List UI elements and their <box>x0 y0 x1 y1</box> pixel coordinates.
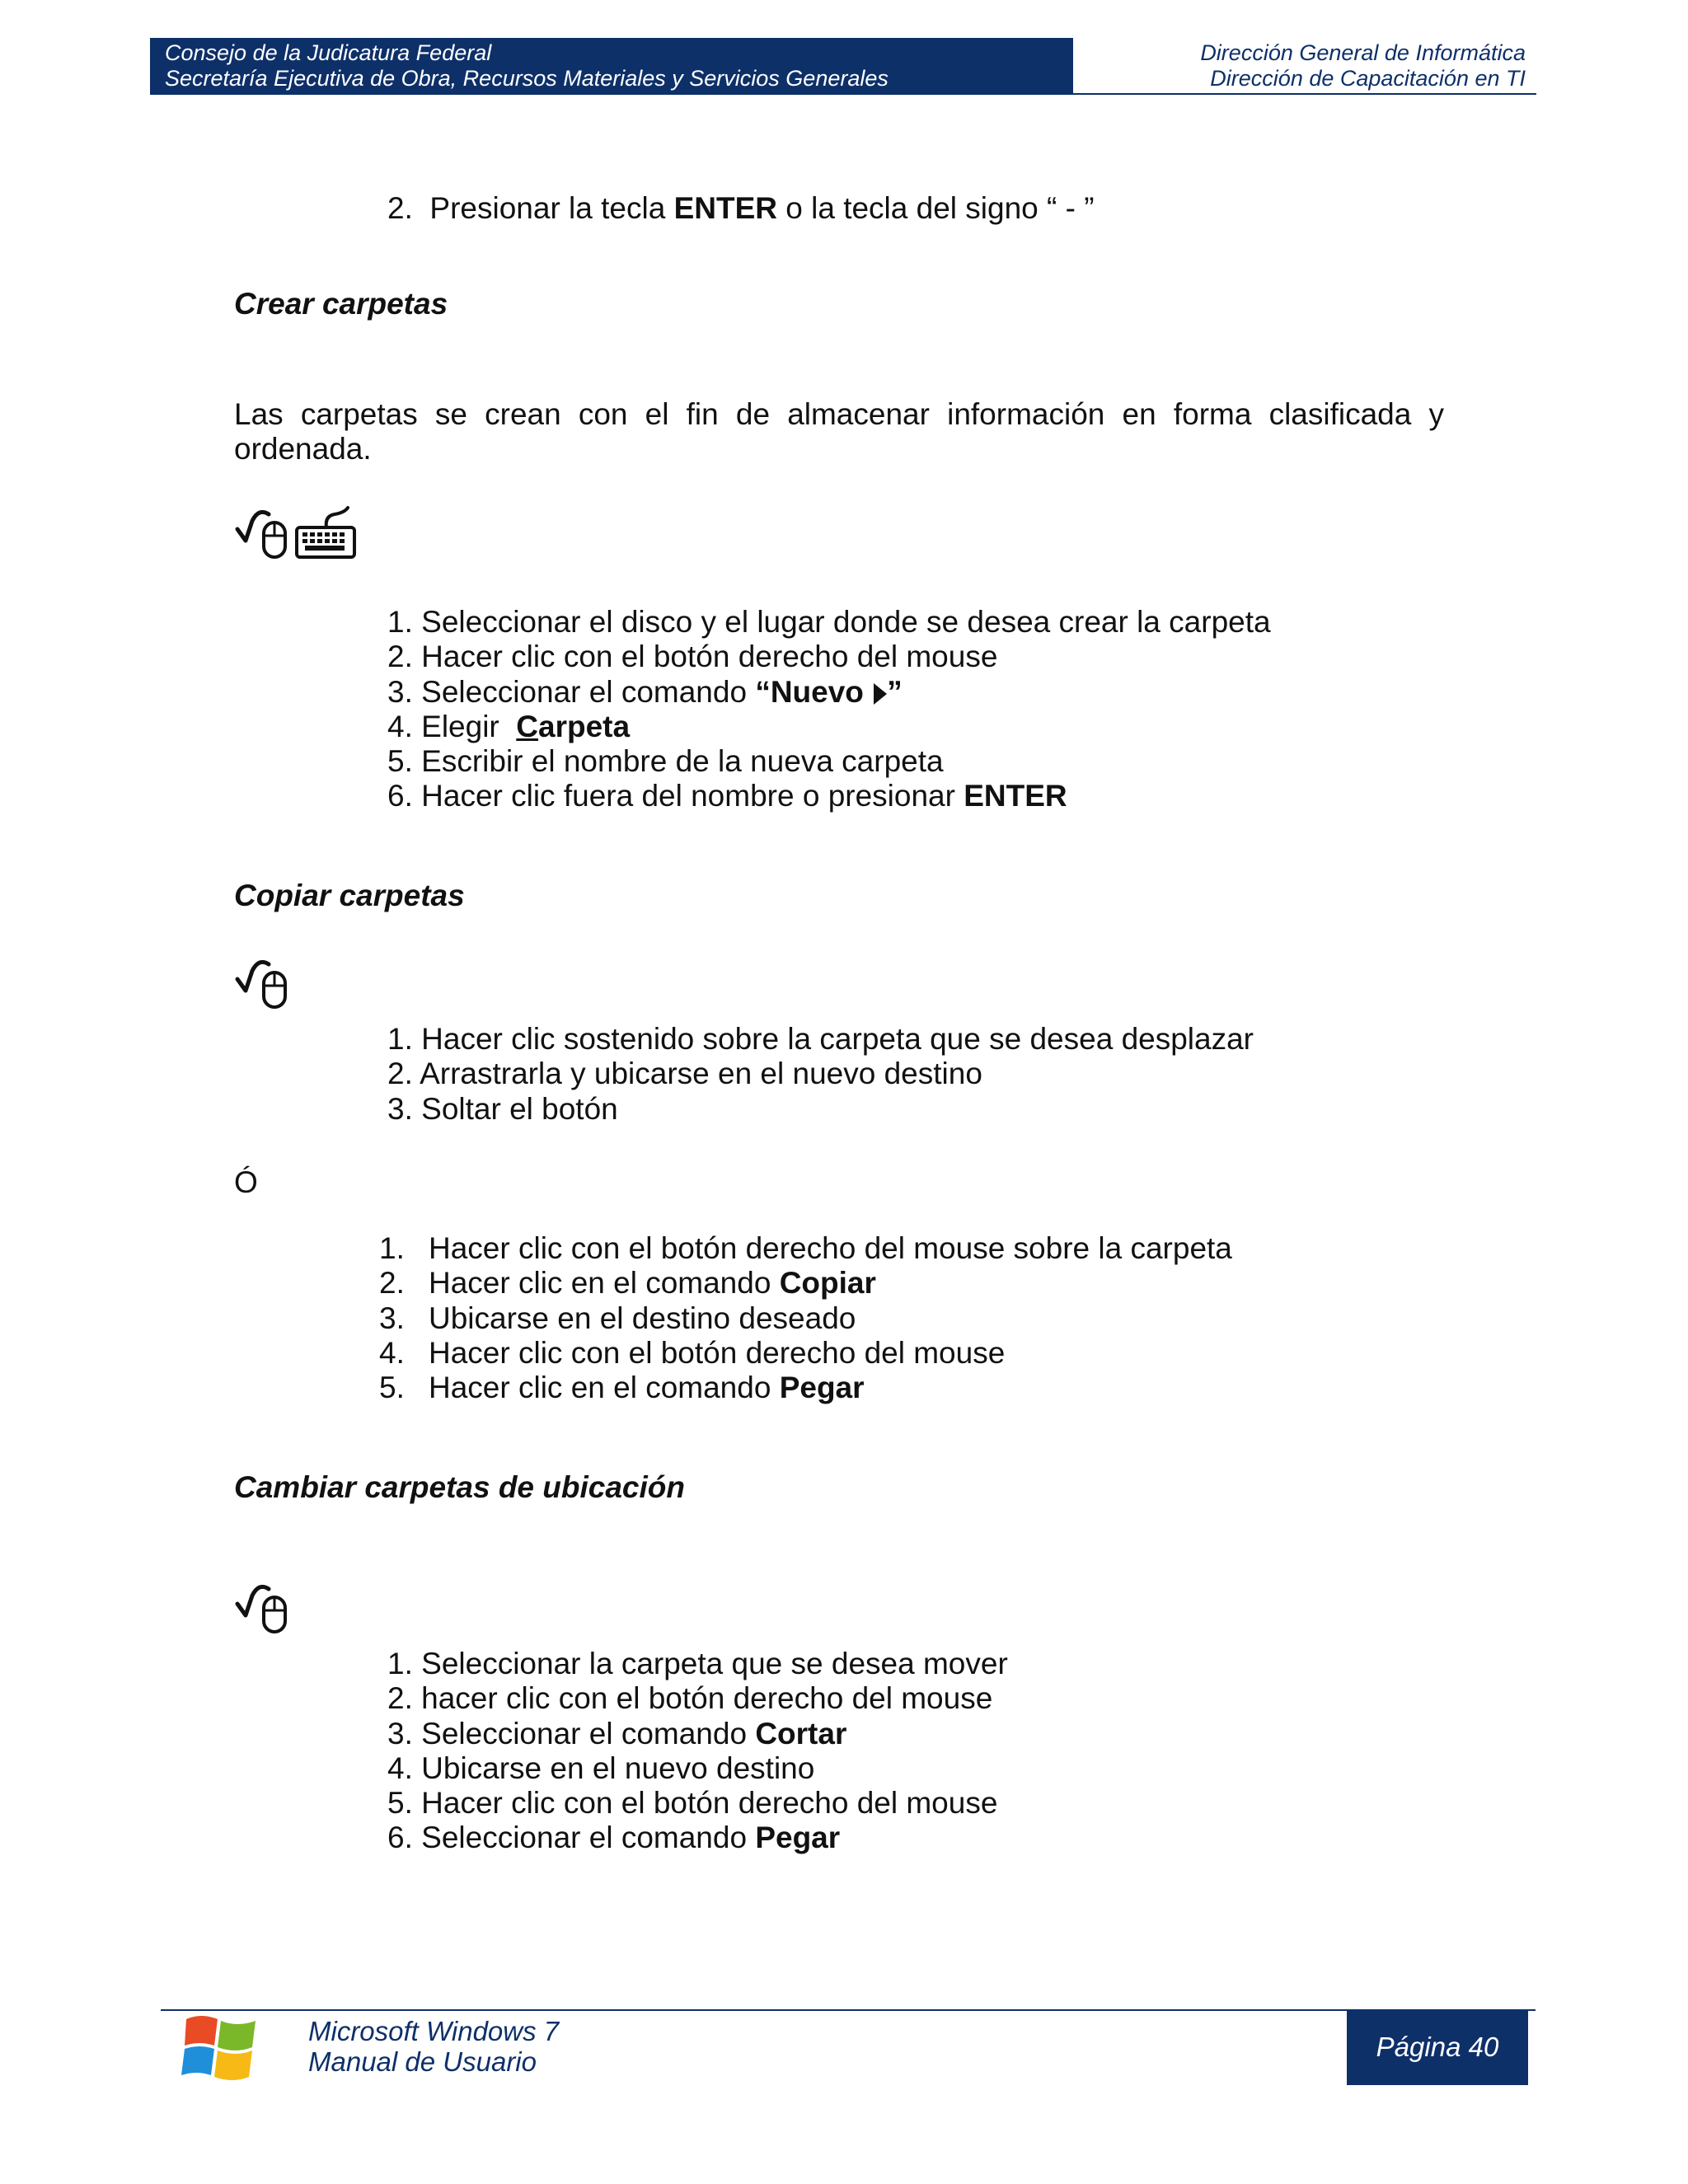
keyboard-icon <box>293 506 359 560</box>
header-secretaria: Secretaría Ejecutiva de Obra, Recursos Materiales y Servicios Generales <box>165 66 889 91</box>
list-item: 6. Hacer clic fuera del nombre o presionar ENTER <box>387 779 1067 813</box>
list-item: 2. Arrastrarla y ubicarse en el nuevo destino <box>387 1057 982 1091</box>
list-item: 1. Seleccionar el disco y el lugar donde se desea crear la carpeta <box>387 605 1271 639</box>
list-item: 2. hacer clic con el botón derecho del mouse <box>387 1681 993 1716</box>
header-org: Consejo de la Judicatura Federal <box>165 40 492 65</box>
intro-step-pre: Presionar la tecla <box>429 191 674 225</box>
mouse-icon <box>234 954 292 1012</box>
list-item: 1. Seleccionar la carpeta que se desea mover <box>387 1647 1008 1680</box>
copiar-steps-b <box>379 1231 1232 1405</box>
list-item: 4. Hacer clic con el botón derecho del mouse <box>379 1335 1006 1370</box>
header-rule <box>150 93 1536 95</box>
intro-step-bold: ENTER <box>673 191 777 225</box>
header-capacitacion: Dirección de Capacitación en TI <box>1210 66 1526 91</box>
list-item: 5. Escribir el nombre de la nueva carpeta <box>387 744 944 779</box>
windows-logo-icon <box>180 2011 262 2087</box>
section-title-crear: Crear carpetas <box>234 287 448 321</box>
list-item: 3. Seleccionar el comando Cortar <box>387 1716 847 1750</box>
copiar-steps-a <box>387 1022 1254 1127</box>
list-item: 3. Soltar el botón <box>387 1091 618 1126</box>
section-title-cambiar: Cambiar carpetas de ubicación <box>234 1470 685 1504</box>
cambiar-steps <box>387 1647 1008 1856</box>
list-item: 1. Hacer clic sostenido sobre la carpeta que se desea desplazar <box>387 1022 1254 1056</box>
list-item: 6. Seleccionar el comando Pegar <box>387 1821 841 1855</box>
crear-steps <box>387 605 1271 814</box>
list-item: 3. Ubicarse en el destino deseado <box>379 1301 856 1335</box>
list-item: 4. Elegir Carpeta <box>387 709 631 743</box>
page-number: Página 40 <box>1347 2009 1528 2085</box>
intro-step <box>387 191 1095 226</box>
intro-step-num: 2. <box>387 191 413 225</box>
list-item: 5. Hacer clic con el botón derecho del mouse <box>387 1786 998 1821</box>
footer-text <box>308 2016 559 2077</box>
footer-product: Microsoft Windows 7 <box>308 2016 560 2046</box>
triangle-right-icon <box>874 683 887 705</box>
list-item: 3. Seleccionar el comando “Nuevo ” <box>387 674 903 709</box>
list-item: 1. Hacer clic con el botón derecho del mouse sobre la carpeta <box>379 1231 1232 1265</box>
mouse-icon <box>234 504 292 562</box>
section-title-copiar: Copiar carpetas <box>234 879 465 912</box>
list-item: 2. Hacer clic en el comando Copiar <box>379 1266 876 1301</box>
footer-rule <box>161 2009 1536 2011</box>
intro-step-post: o la tecla del signo “ - ” <box>776 191 1095 225</box>
mouse-icon <box>234 1579 292 1637</box>
list-item: 4. Ubicarse en el nuevo destino <box>387 1750 815 1785</box>
header-left-box <box>150 38 1073 94</box>
list-item: 5. Hacer clic en el comando Pegar <box>379 1371 865 1405</box>
header-direccion: Dirección General de Informática <box>1200 40 1526 65</box>
crear-description: Las carpetas se crean con el fin de almacenar información en forma clasificada y ordenada. <box>234 397 1444 466</box>
or-separator: Ó <box>234 1165 258 1199</box>
header-right <box>1200 38 1526 91</box>
footer-manual: Manual de Usuario <box>308 2046 537 2077</box>
list-item: 2. Hacer clic con el botón derecho del mouse <box>387 640 998 674</box>
